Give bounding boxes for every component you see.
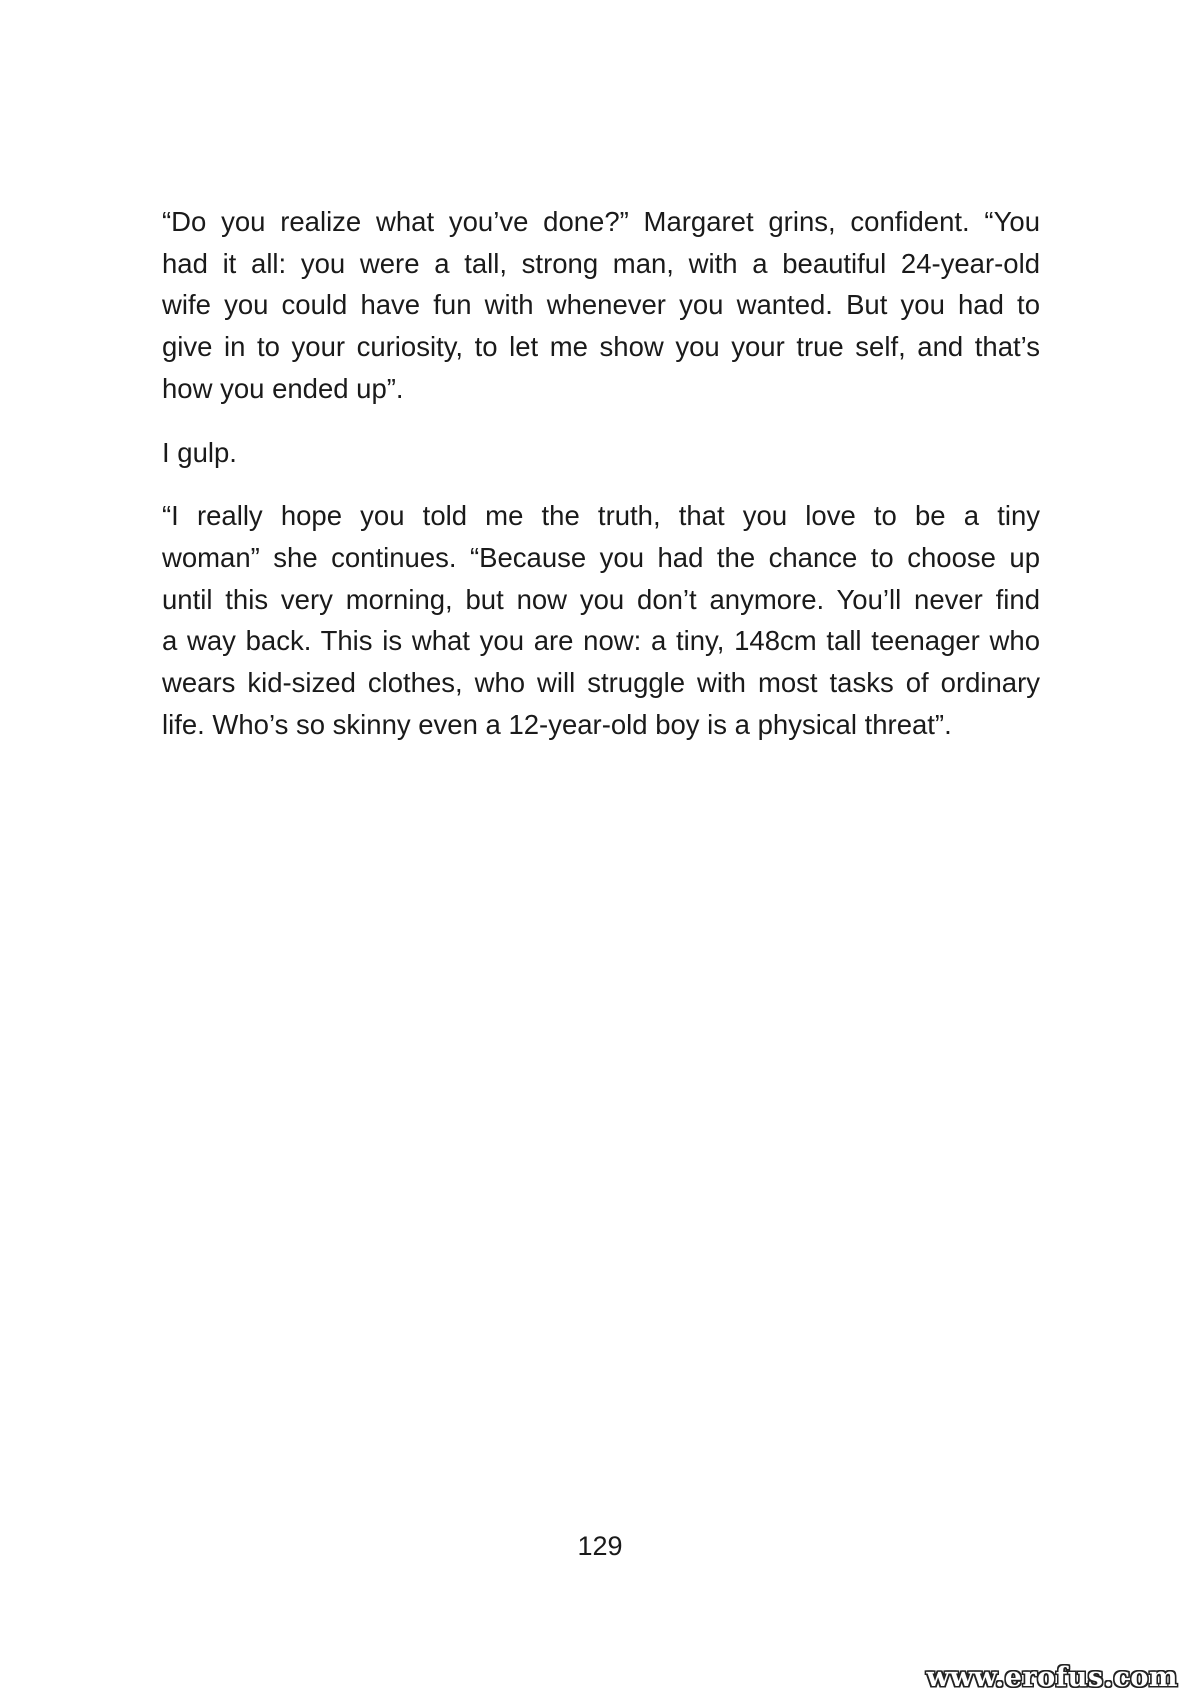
text-line: a way back. This is what you are now: a tiny, 148cm tall teenager who bbox=[162, 625, 1040, 657]
text-line: until this very morning, but now you don’t anymore. You’ll never find bbox=[162, 583, 1040, 615]
text-line: life. Who’s so skinny even a 12-year-old boy is a physical threat”. bbox=[162, 708, 952, 740]
body-text bbox=[162, 201, 1040, 767]
text-line: had it all: you were a tall, strong man, with a beautiful 24-year-old bbox=[162, 247, 1040, 279]
paragraph-2 bbox=[162, 432, 1040, 474]
paragraph-1 bbox=[162, 201, 1040, 410]
text-line: give in to your curiosity, to let me show you your true self, and that’s bbox=[162, 331, 1040, 363]
text-line: I gulp. bbox=[162, 436, 237, 468]
page-number: 129 bbox=[577, 1531, 623, 1561]
text-line: “I really hope you told me the truth, that you love to be a tiny bbox=[162, 500, 1040, 532]
text-line: how you ended up”. bbox=[162, 372, 404, 404]
paragraph-3 bbox=[162, 495, 1040, 745]
text-line: woman” she continues. “Because you had the chance to choose up bbox=[162, 541, 1040, 573]
text-line: wife you could have fun with whenever you wanted. But you had to bbox=[162, 289, 1040, 321]
text-line: wears kid-sized clothes, who will struggle with most tasks of ordinary bbox=[162, 667, 1040, 699]
text-line: “Do you realize what you’ve done?” Margaret grins, confident. “You bbox=[162, 206, 1040, 237]
site-watermark: www.erofus.com bbox=[926, 1662, 1178, 1693]
